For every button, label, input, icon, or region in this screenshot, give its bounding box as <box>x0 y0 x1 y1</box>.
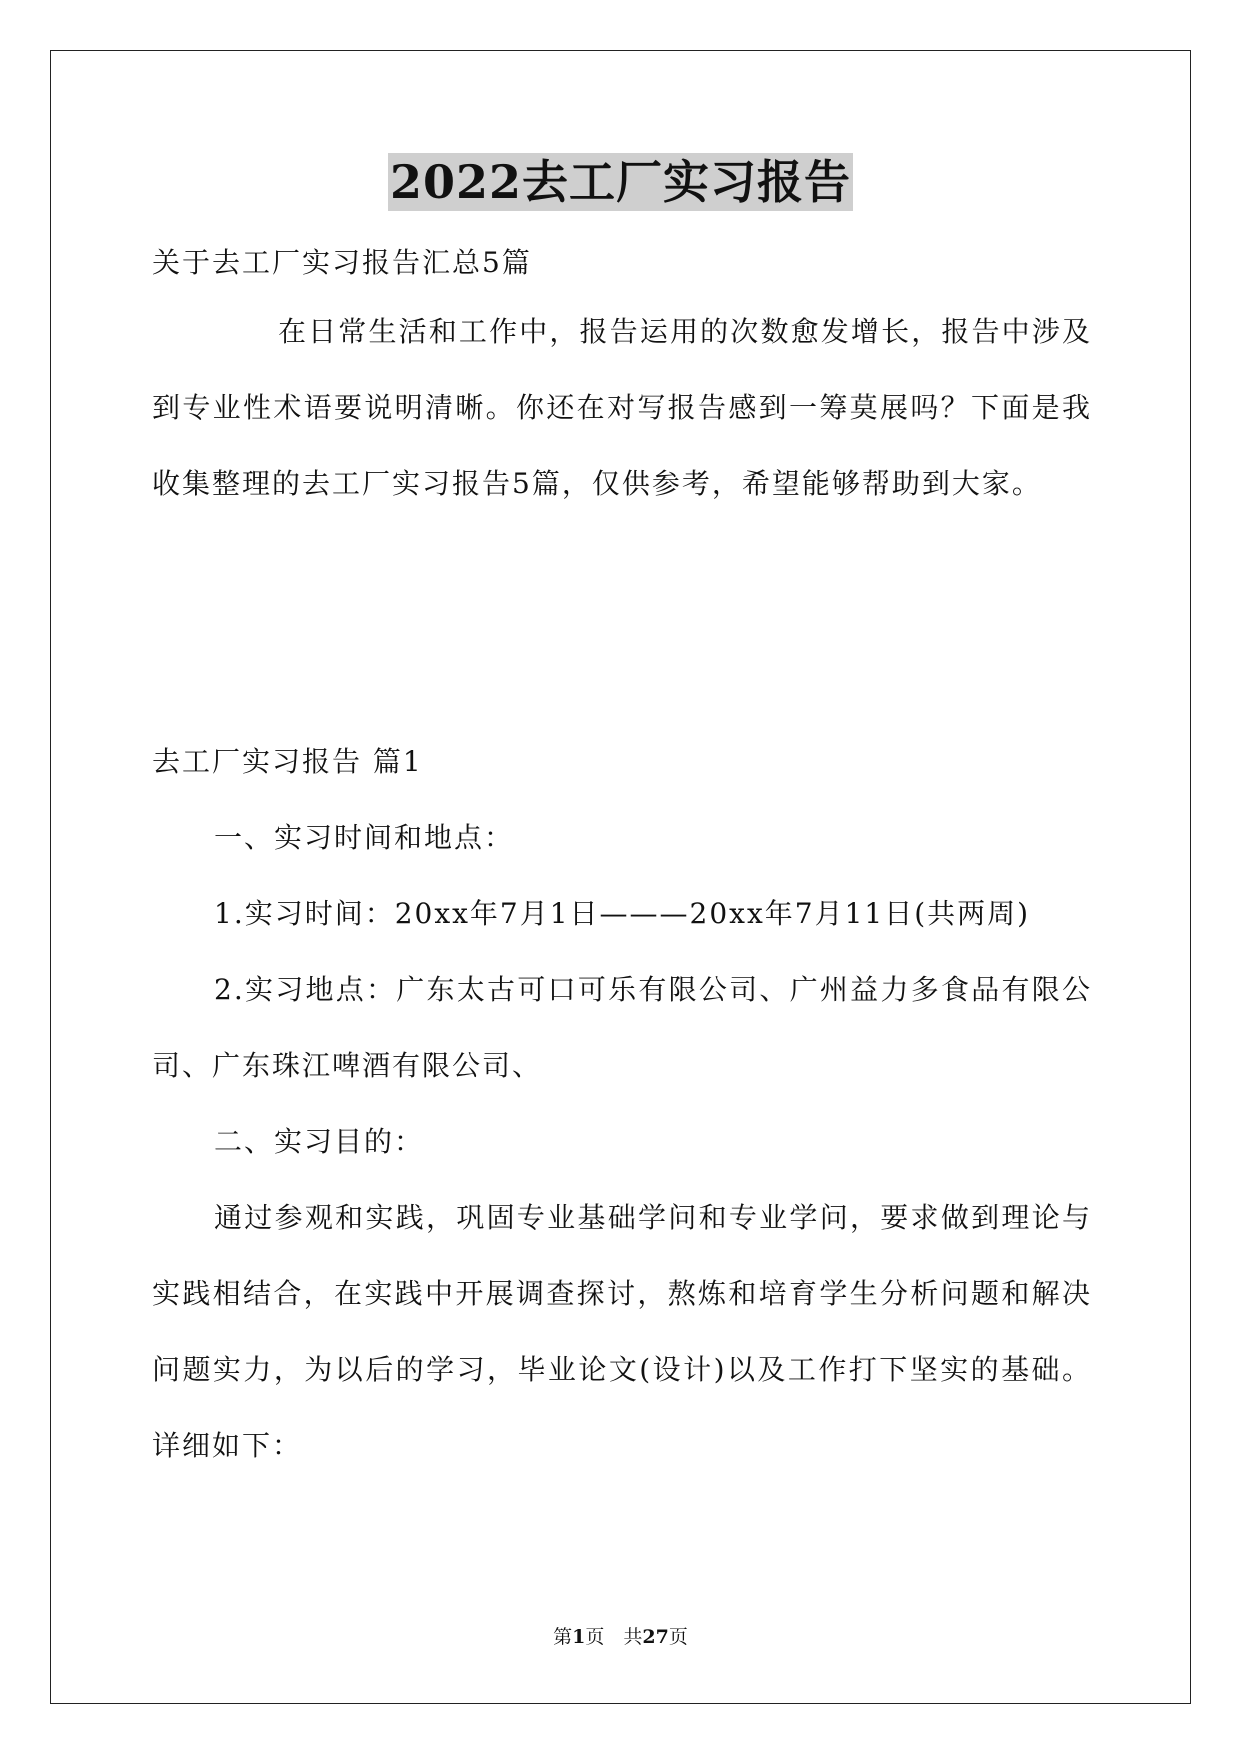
document-subtitle: 关于去工厂实习报告汇总5篇 <box>152 246 532 279</box>
item-two-heading: 二、实习目的： <box>214 1125 425 1158</box>
page-footer <box>0 1625 1241 1649</box>
footer-prefix: 第 <box>553 1626 573 1648</box>
item-place: 2.实习地点：广东太古可口可乐有限公司、广州益力多食品有限公司、广东珠江啤酒有限公司、 <box>152 973 1092 1082</box>
footer-current-page: 1 <box>572 1626 586 1648</box>
footer-total-pages: 27 <box>642 1626 669 1648</box>
document-title: 2022去工厂实习报告 <box>389 155 852 209</box>
item-one-heading: 一、实习时间和地点： <box>214 821 515 854</box>
title-container <box>0 153 1241 211</box>
footer-suffix: 页 <box>668 1626 688 1648</box>
section-heading: 去工厂实习报告 篇1 <box>152 745 423 778</box>
item-time: 1.实习时间：20xx年7月1日———20xx年7月11日(共两周) <box>214 897 1031 930</box>
footer-middle: 页 共 <box>585 1626 643 1648</box>
intro-paragraph: 在日常生活和工作中，报告运用的次数愈发增长，报告中涉及到专业性术语要说明清晰。你还在对写报告感到一筹莫展吗？下面是我收集整理的去工厂实习报告5篇，仅供参考，希望能够帮助到大家。 <box>152 315 1092 500</box>
purpose-paragraph: 通过参观和实践，巩固专业基础学问和专业学问，要求做到理论与实践相结合，在实践中开展调查探讨，熬炼和培育学生分析问题和解决问题实力，为以后的学习，毕业论文(设计)以及工作打下坚实的基础。详细如下： <box>152 1201 1092 1462</box>
